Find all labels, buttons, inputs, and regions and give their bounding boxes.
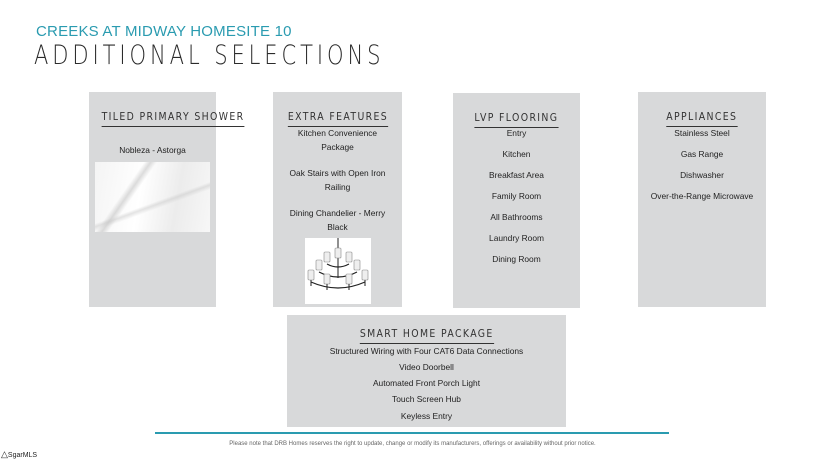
disclaimer-text: Please note that DRB Homes reserves the right to update, change or modify its manufacturers, offerings or availability without prior notice. [229, 441, 596, 447]
list-item: Touch Screen Hub [392, 394, 461, 404]
list-item: Breakfast Area [489, 170, 544, 180]
chandelier-image [305, 238, 371, 304]
card-lvp-flooring [453, 93, 580, 308]
list-item: Keyless Entry [400, 411, 453, 421]
list-item: Kitchen [502, 149, 531, 159]
logo-text: SgarMLS [7, 452, 38, 459]
logo-icon: △ [1, 449, 8, 459]
list-item: Dining Room [492, 254, 541, 264]
list-item: All Bathrooms [490, 212, 543, 222]
list-item: Kitchen Convenience Package [297, 128, 378, 152]
card-appliances [638, 92, 766, 307]
page-subtitle: CREEKS AT MIDWAY HOMESITE 10 [36, 23, 292, 40]
card-heading: EXTRA FEATURES [287, 110, 387, 127]
list-item: Structured Wiring with Four CAT6 Data Connections [329, 346, 524, 356]
card-smart-home-package [287, 315, 566, 427]
footer-divider [155, 432, 669, 434]
list-item: Laundry Room [489, 233, 544, 243]
page-title: ADDITIONAL SELECTIONS [34, 40, 385, 71]
list-item: Over-the-Range Microwave [650, 191, 754, 201]
list-item: Dining Chandelier - Merry Black [289, 208, 386, 232]
list-item: Automated Front Porch Light [372, 378, 481, 388]
chandelier-icon [305, 238, 371, 304]
mls-logo [1, 449, 37, 460]
list-item: Family Room [491, 191, 542, 201]
list-item: Entry [506, 128, 527, 138]
card-heading: LVP FLOORING [475, 111, 559, 128]
list-item: Stainless Steel [674, 128, 730, 138]
card-heading: TILED PRIMARY SHOWER [102, 110, 245, 127]
list-item: Video Doorbell [399, 362, 454, 372]
card-tiled-primary-shower [89, 92, 245, 307]
list-item: Dishwasher [680, 170, 724, 180]
card-heading: SMART HOME PACKAGE [360, 327, 494, 344]
card-extra-features [273, 92, 402, 307]
list-item: Gas Range [680, 149, 724, 159]
list-item: Oak Stairs with Open Iron Railing [289, 168, 386, 192]
card-heading: APPLIANCES [666, 110, 737, 127]
list-item: Nobleza - Astorga [119, 145, 186, 155]
marble-tile-image [95, 162, 210, 232]
